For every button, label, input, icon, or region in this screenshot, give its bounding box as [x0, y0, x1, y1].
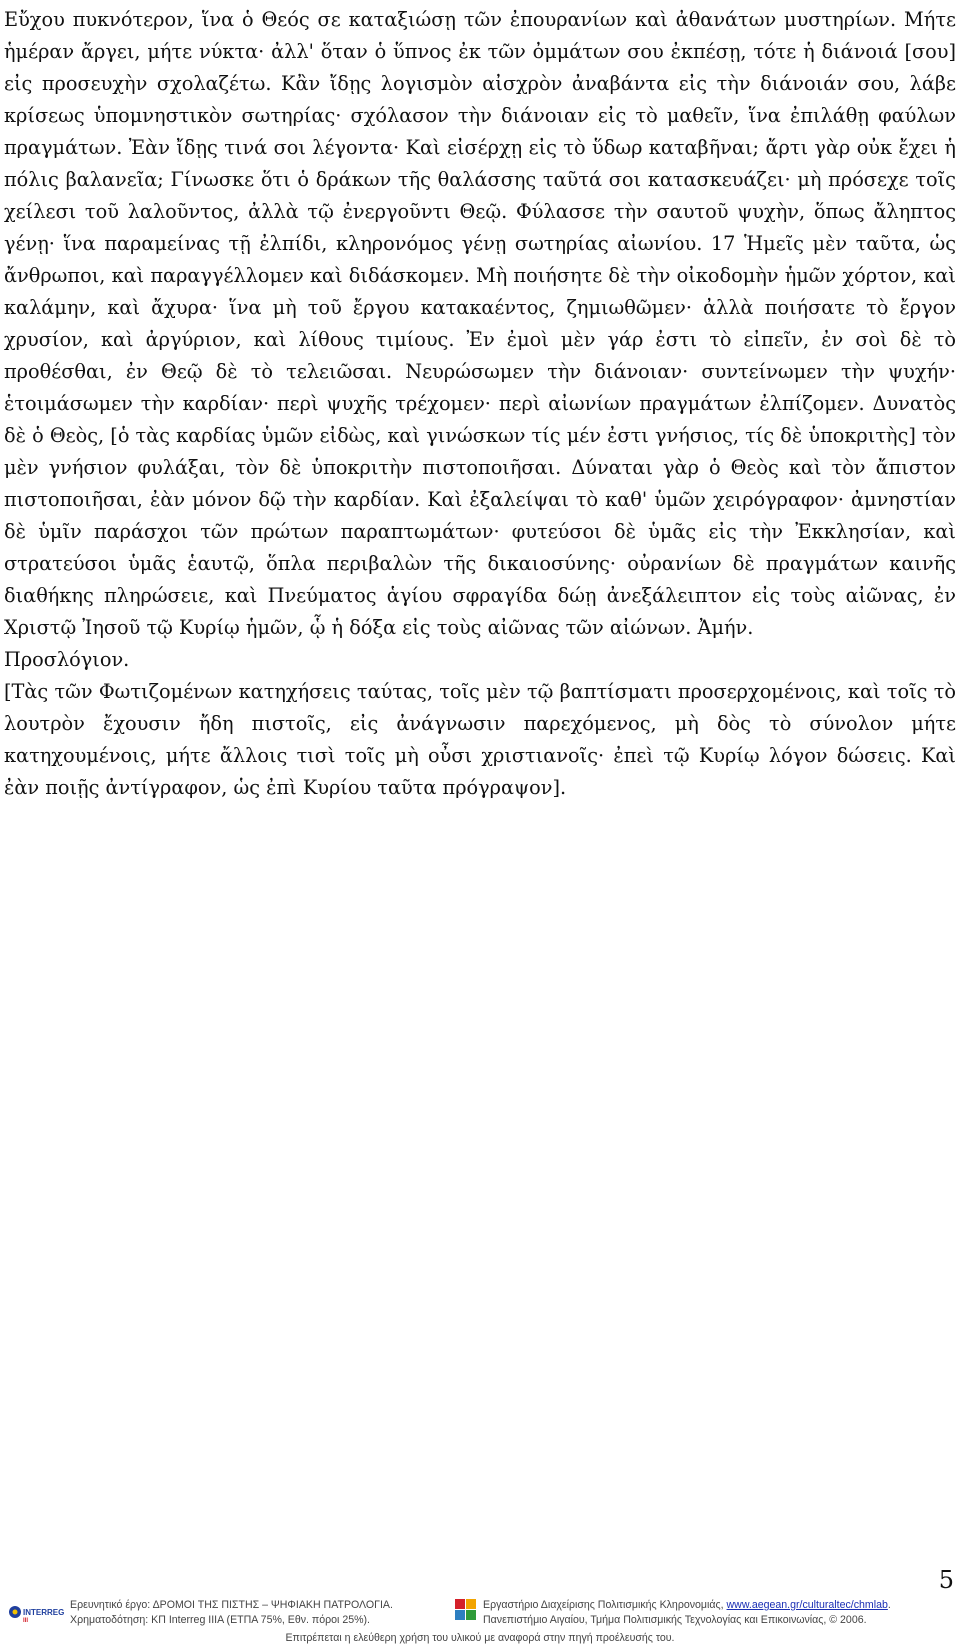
interreg-logo-icon [8, 1601, 65, 1624]
lab-line-1-end: . [887, 1599, 891, 1611]
lab-line-1 [483, 1598, 891, 1613]
lab-info [483, 1598, 891, 1628]
body-text [4, 4, 956, 804]
lab-line-2: Πανεπιστήμιο Αιγαίου, Τμήμα Πολιτισμικής Τεχνολογίας και Επικοινωνίας, © 2006. [483, 1614, 867, 1626]
closing-note-paragraph: [Τὰς τῶν Φωτιζομένων κατηχήσεις ταύτας, τοῖς μὲν τῷ βαπτίσματι προσερχομένοις, καὶ τοῖς τὸ λουτρὸν ἔχουσιν ἤδη πιστοῖς, εἰς ἀνάγνωσιν παρεχόμενος, μὴ δὸς τὸ σύνολον μήτε κατηχουμένοις, μήτε ἄλλοις τισὶ τοῖς μὴ οὖσι χριστιανοῖς· ἐπεὶ τῷ Κυρίῳ λόγον δώσεις. Καὶ ἐὰν ποιῇς ἀντίγραφον, ὡς ἐπὶ Κυρίου ταῦτα πρόγραψον]. [4, 680, 956, 799]
footer [0, 1594, 960, 1651]
lab-website-link[interactable]: www.aegean.gr/culturaltec/chmlab [726, 1599, 888, 1611]
page-number: 5 [938, 1566, 954, 1594]
usage-rights-notice: Επιτρέπεται η ελεύθερη χρήση του υλικού με αναφορά στην πηγή προέλευσής του. [285, 1632, 675, 1644]
lab-logo-icon [455, 1599, 477, 1621]
project-title: Ερευνητικό έργο: ΔΡΟΜΟΙ ΤΗΣ ΠΙΣΤΗΣ – ΨΗΦΙΑΚΗ ΠΑΤΡΟΛΟΓΙΑ. [70, 1599, 393, 1611]
lab-name: Εργαστήριο Διαχείρισης Πολιτισμικής Κληρονομιάς, [483, 1599, 727, 1611]
project-funding: Χρηματοδότηση: ΚΠ Interreg IIIA (ΕΤΠΑ 75%, Εθν. πόροι 25%). [70, 1614, 370, 1626]
svg-text:III: III [23, 1618, 29, 1624]
project-info [70, 1598, 393, 1628]
main-paragraph: Εὔχου πυκνότερον, ἵνα ὁ Θεός σε καταξιώσῃ τῶν ἐπουρανίων καὶ ἀθανάτων μυστηρίων. Μήτε ἡμέραν ἄργει, μήτε νύκτα· ἀλλ' ὅταν ὁ ὕπνος ἐκ τῶν ὀμμάτων σου ἐκπέσῃ, τότε ἡ διάνοιά [σου] εἰς προσευχὴν σχολαζέτω. Κἂν ἴδῃς λογισμὸν αἰσχρὸν ἀναβάντα εἰς τὴν διάνοιάν σου, λάβε κρίσεως ὑπομνηστικὸν σωτηρίας· σχόλασον τὴν διάνοιαν εἰς τὸ μαθεῖν, ἵνα ἐπιλάθῃ φαύλων πραγμάτων. Ἐὰν ἴδῃς τινά σοι λέγοντα· Καὶ εἰσέρχῃ εἰς τὸ ὕδωρ καταβῆναι; ἄρτι γὰρ οὐκ ἔχει ἡ πόλις βαλανεῖα; Γίνωσκε ὅτι ὁ δράκων τῆς θαλάσσης ταῦτά σοι κατασκευάζει· μὴ πρόσεχε τοῖς χείλεσι τοῦ λαλοῦντος, ἀλλὰ τῷ ἐνεργοῦντι Θεῷ. Φύλασσε τὴν σαυτοῦ ψυχὴν, ὅπως ἄληπτος γένῃ· ἵνα παραμείνας τῇ ἐλπίδι, κληρονόμος γένῃ σωτηρίας αἰωνίου. 17 Ἡμεῖς μὲν ταῦτα, ὡς ἄνθρωποι, καὶ παραγγέλλομεν καὶ διδάσκομεν. Μὴ ποιήσητε δὲ τὴν οἰκοδομὴν ἡμῶν χόρτον, καὶ καλάμην, καὶ ἄχυρα· ἵνα μὴ τοῦ ἔργου κατακαέντος, ζημιωθῶμεν· ἀλλὰ ποιήσατε τὸ ἔργον χρυσίον, καὶ ἀργύριον, καὶ λίθους τιμίους. Ἐν ἐμοὶ μὲν γάρ ἐστι τὸ εἰπεῖν, ἐν σοὶ δὲ τὸ προθέσθαι, ἐν Θεῷ δὲ τὸ τελειῶσαι. Νευρώσωμεν τὴν διάνοιαν· συντείνωμεν τὴν ψυχήν· ἑτοιμάσωμεν τὴν καρδίαν· περὶ ψυχῆς τρέχομεν· περὶ αἰωνίων πραγμάτων ἐλπίζομεν. Δυνατὸς δὲ ὁ Θεὸς, [ὁ τὰς καρδίας ὑμῶν εἰδὼς, καὶ γινώσκων τίς μέν ἐστι γνήσιος, τίς δὲ ὑποκριτὴς] τὸν μὲν γνήσιον φυλάξαι, τὸν δὲ ὑποκριτὴν πιστοποιῆσαι. Δύναται γὰρ ὁ Θεὸς καὶ τὸν ἄπιστον πιστοποιῆσαι, ἐὰν μόνον δῷ τὴν καρδίαν. Καὶ ἐξαλείψαι τὸ καθ' ὑμῶν χειρόγραφον· ἀμνηστίαν δὲ ὑμῖν παράσχοι τῶν πρώτων παραπτωμάτων· φυτεύσοι δὲ ὑμᾶς εἰς τὴν Ἐκκλησίαν, καὶ στρατεύσοι ὑμᾶς ἑαυτῷ, ὅπλα περιβαλὼν τῆς δικαιοσύνης· οὐρανίων δὲ πραγμάτων καινῆς διαθήκης πληρώσειε, καὶ Πνεύματος ἁγίου σφραγίδα δώῃ ἀνεξάλειπτον εἰς τοὺς αἰῶνας, ἐν Χριστῷ Ἰησοῦ τῷ Κυρίῳ ἡμῶν, ᾧ ἡ δόξα εἰς τοὺς αἰῶνας τῶν αἰώνων. Ἀμήν. [4, 8, 956, 639]
svg-text:INTERREG: INTERREG [23, 1608, 65, 1617]
section-heading-prologue: Προσλόγιον. [4, 648, 130, 671]
